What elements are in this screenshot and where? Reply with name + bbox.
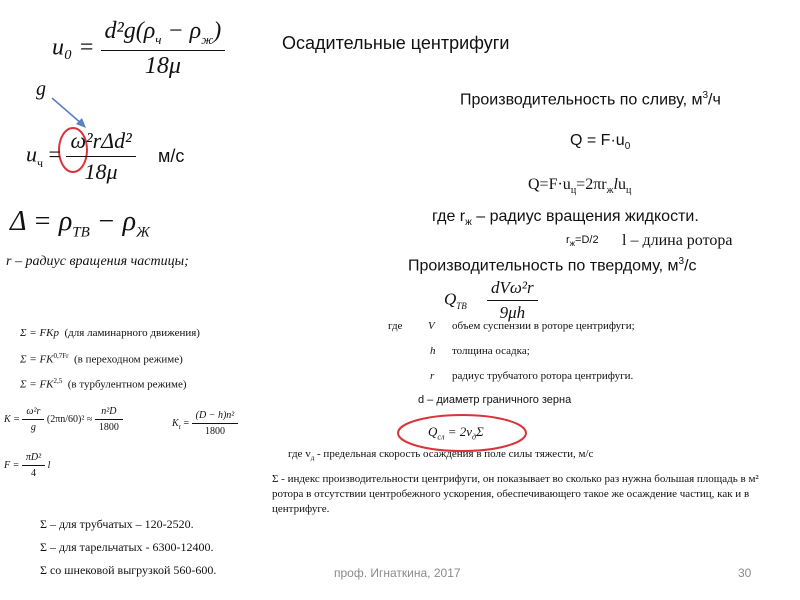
sigma-line-1: Σ = FKp (для ламинарного движения) bbox=[20, 327, 200, 339]
formula-q-circle: $Q_{сл} = 2v_д\Sigma$ bbox=[428, 424, 484, 442]
sigma-line-3: Σ = FK$^{2,5}$ (в турбулентном режиме) bbox=[20, 377, 187, 391]
formula-qtv: $Q_{ТВ}$ $\frac{\text{dVω²r}}{9\mu h}$ bbox=[444, 278, 538, 323]
formula-f: F = $\frac{\text{πD²}}{4}$ l bbox=[4, 452, 51, 479]
g-arrow bbox=[52, 98, 82, 124]
defs-v: V bbox=[428, 320, 435, 332]
defs-v-text: объем суспензии в роторе центрифуги; bbox=[452, 320, 635, 332]
formula-u0 bbox=[52, 18, 225, 80]
defs-where: где bbox=[388, 320, 403, 332]
sigma-value-2: Σ – для тарельчатых - 6300-12400. bbox=[40, 540, 214, 554]
q-formula: $Q = F\cdot u_0$ bbox=[570, 132, 631, 153]
uc-fraction bbox=[66, 128, 135, 185]
u0-lhs: u₀ = bbox=[52, 34, 95, 61]
formula-k: K = $\frac{\text{ω²r}}{g}$ (2πn/60)² ≈ $\frac{\text{n²D}}{1800}$ bbox=[4, 406, 123, 433]
formula-uc: $u_ч$ = $\frac{\text{ω²rΔd²}}{18\mu}$ bbox=[26, 128, 136, 185]
where-vd: где $v_д$ - предельная скорость осаждения в поле силы тяжести, м/с bbox=[288, 448, 594, 463]
qtv-num: dVω²r bbox=[487, 278, 538, 301]
r-note: r – радиус вращения частицы; bbox=[6, 254, 189, 269]
slide-title: Осадительные центрифуги bbox=[282, 33, 510, 53]
uc-den: 18μ bbox=[84, 159, 118, 184]
defs-r: r bbox=[430, 370, 435, 382]
sigma-value-3: Σ со шнековой выгрузкой 560-600. bbox=[40, 563, 217, 577]
defs-h: h bbox=[430, 345, 436, 357]
l-note: l – длина ротора bbox=[622, 232, 733, 249]
where-r: где $r_ж$ – радиус вращения жидкости. bbox=[432, 208, 699, 229]
defs-h-text: толщина осадка; bbox=[452, 345, 530, 357]
u0-fraction bbox=[101, 18, 226, 80]
u0-num: $d^2g(\rho_ч - \rho_ж)$ bbox=[101, 18, 226, 51]
q-formula-2: $Q=F\cdot u_ц=2\pi r_жlu_ц$ bbox=[528, 176, 632, 197]
sigma-description: Σ - индекс производительности центрифуги, он показывает во сколько раз нужна большая площадь в м² ротора в отсутствии центробежного ускорения, обеспечивающего такое же осаждение частиц, как и в центрифуге. bbox=[272, 473, 759, 515]
uc-unit: м/с bbox=[158, 146, 185, 166]
qtv-den: 9μh bbox=[499, 303, 526, 322]
footer-author: проф. Игнаткина, 2017 bbox=[334, 566, 461, 580]
formula-kr: $K_r$ = $\frac{\text{(D − h)n²}}{1800}$ bbox=[172, 410, 238, 437]
sigma-line-2: $\Sigma = FK^{0,7Fr}$ (в переходном режиме) bbox=[20, 352, 183, 366]
d-note: d – диаметр граничного зерна bbox=[418, 394, 572, 406]
page-number: 30 bbox=[738, 566, 752, 580]
uc-num: ω²rΔd² bbox=[66, 128, 135, 157]
formula-delta: $\Delta = \rho_{ТВ} - \rho_Ж$ bbox=[10, 206, 150, 241]
g-label: g bbox=[36, 78, 46, 100]
productivity-solid: Производительность по твердому, $м^3/с$ bbox=[408, 256, 697, 275]
rj-note: $r_ж=D/2$ bbox=[566, 234, 599, 249]
defs-r-text: радиус трубчатого ротора центрифуги. bbox=[452, 370, 634, 382]
sigma-value-1: Σ – для трубчатых – 120-2520. bbox=[40, 517, 194, 531]
productivity-drain: Производительность по сливу, $м^3/ч$ bbox=[460, 90, 721, 109]
u0-den: 18μ bbox=[144, 52, 181, 79]
qtv-fraction bbox=[487, 278, 538, 323]
